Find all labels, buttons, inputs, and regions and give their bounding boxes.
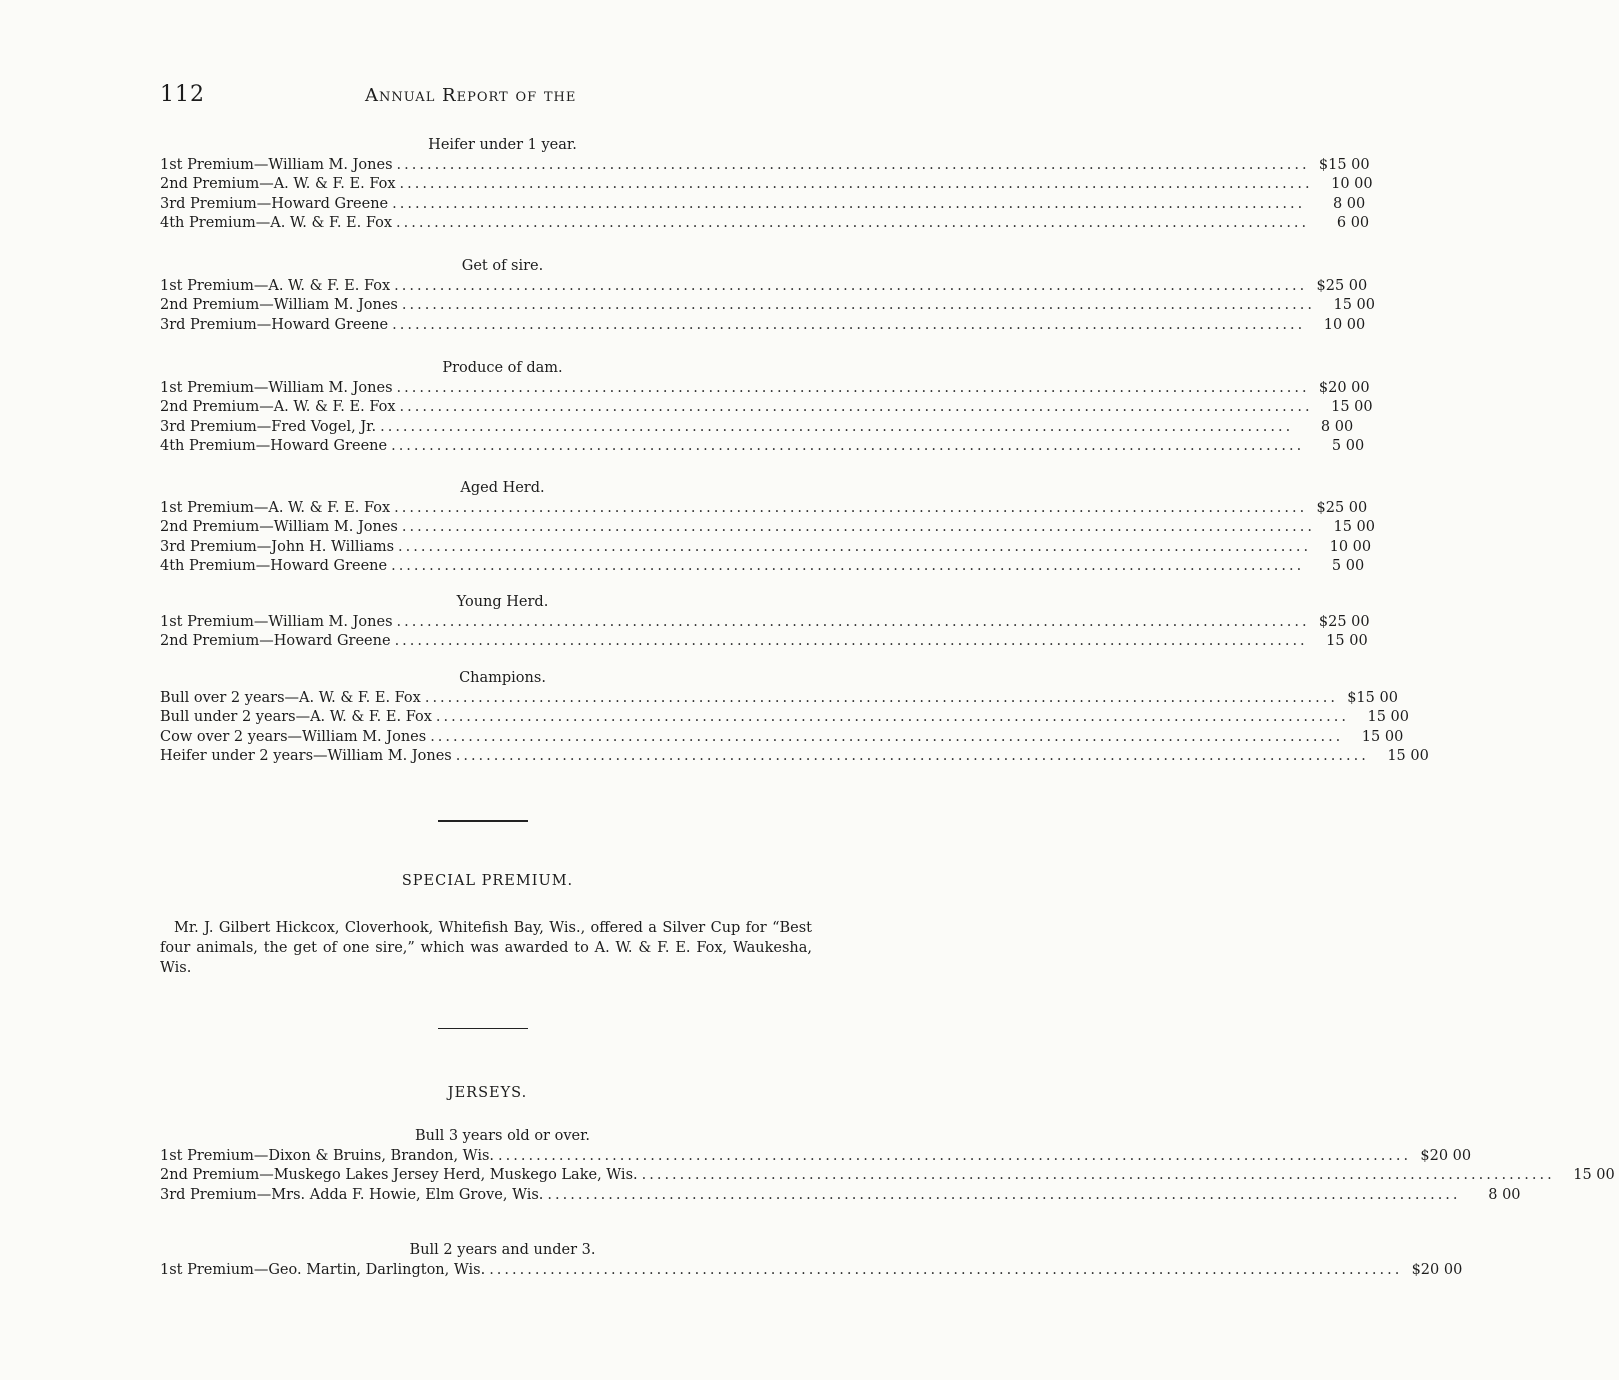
premium-recipient: 4th Premium—Howard Greene [160,438,388,454]
premium-recipient: 1st Premium—William M. Jones [160,379,393,396]
section-get-of-sire [160,257,1375,335]
premium-amount: 5 00 [1331,558,1365,574]
premium-amount: $25 00 [1316,499,1368,516]
premium-amount: 15 00 [1333,297,1375,313]
section-title: Heifer under 1 year. [428,137,577,153]
premium-row [160,1147,1472,1167]
premium-recipient: 3rd Premium—Mrs. Adda F. Howie, Elm Grove, Wis. [160,1186,544,1203]
running-head: Annual Report of the [365,85,577,106]
dot-leader: ........................................................................................................................ [399,399,1313,415]
premium-row [160,316,1366,336]
section-title: Bull 3 years old or over. [414,1128,591,1144]
premium-amount: 10 00 [1329,538,1372,555]
page-header [160,82,815,112]
premium-row [160,296,1375,316]
premium-row [160,499,1368,519]
dot-leader: ........................................................................................................................ [399,176,1313,192]
premium-amount: 10 00 [1323,316,1366,333]
premium-recipient: 3rd Premium—John H. Williams [160,538,395,555]
section-produce-of-dam [160,359,1373,457]
premium-recipient: 2nd Premium—A. W. & F. E. Fox [160,176,396,192]
dot-leader: ........................................................................................................................ [498,1147,1412,1164]
premium-row [160,195,1366,215]
dot-leader: ........................................................................................................................ [396,215,1310,231]
premium-amount: $25 00 [1318,613,1370,630]
premium-amount: 5 00 [1331,438,1365,454]
dot-leader: ........................................................................................................................ [394,277,1308,294]
premium-recipient: 4th Premium—Howard Greene [160,558,388,574]
dot-leader: ........................................................................................................................ [394,499,1308,516]
premium-row [160,156,1370,176]
premium-row [160,1261,1463,1281]
premium-amount: $25 00 [1316,277,1368,294]
premium-recipient: Heifer under 2 years—William M. Jones [160,748,452,764]
premium-amount: $15 00 [1318,156,1370,173]
premium-amount: 15 00 [1333,519,1375,535]
premium-amount: 15 00 [1367,709,1409,725]
premium-amount: 8 00 [1332,195,1366,212]
section-bull-2-years [160,1241,1463,1280]
premium-row [160,728,1404,748]
special-premium-text: Mr. J. Gilbert Hickcox, Cloverhook, Whitefish Bay, Wis., offered a Silver Cup for “Best four animals, the get of one sire,” which was awarded to A. W. & F. E. Fox, Waukesha, Wis. [160,920,812,976]
premium-amount: 15 00 [1361,728,1404,745]
premium-row [160,708,1409,728]
premium-recipient: 2nd Premium—A. W. & F. E. Fox [160,399,396,415]
premium-amount: $20 00 [1411,1261,1463,1278]
dot-leader: ........................................................................................................................ [398,538,1312,555]
premium-recipient: 1st Premium—A. W. & F. E. Fox [160,277,391,294]
premium-recipient: 2nd Premium—Muskego Lakes Jersey Herd, Muskego Lake, Wis. [160,1167,638,1183]
section-divider [438,820,528,822]
premium-amount: 10 00 [1331,176,1373,192]
premium-row [160,632,1368,652]
section-title: Young Herd. [456,594,549,610]
section-young-herd [160,593,1370,652]
section-heifer-under-1 [160,136,1373,234]
premium-recipient: Cow over 2 years—William M. Jones [160,728,427,745]
premium-row [160,1166,1615,1186]
premium-row [160,398,1373,418]
premium-row [160,557,1365,577]
premium-recipient: 1st Premium—Geo. Martin, Darlington, Wis. [160,1261,486,1278]
premium-row [160,518,1375,538]
premium-row [160,689,1398,709]
premium-recipient: 2nd Premium—William M. Jones [160,297,398,313]
premium-amount: $20 00 [1318,379,1370,396]
dot-leader: ........................................................................................................................ [396,156,1310,173]
premium-recipient: 2nd Premium—William M. Jones [160,519,398,535]
premium-row [160,1186,1521,1206]
dot-leader: ........................................................................................................................ [435,709,1349,725]
premium-recipient: 3rd Premium—Howard Greene [160,195,389,212]
page-number: 112 [160,82,205,107]
premium-row [160,379,1370,399]
premium-recipient: Bull under 2 years—A. W. & F. E. Fox [160,709,432,725]
dot-leader: ........................................................................................................................ [641,1167,1555,1183]
premium-amount: 15 00 [1331,399,1373,415]
premium-recipient: Bull over 2 years—A. W. & F. E. Fox [160,689,421,706]
premium-row [160,418,1354,438]
premium-recipient: 3rd Premium—Fred Vogel, Jr. [160,418,377,435]
premium-recipient: 1st Premium—William M. Jones [160,156,393,173]
dot-leader: ........................................................................................................................ [424,689,1338,706]
section-title: Bull 2 years and under 3. [409,1242,596,1258]
premium-row [160,747,1429,767]
section-title: Aged Herd. [460,480,545,496]
section-bull-3-years [160,1127,1615,1205]
section-title: Champions. [459,670,546,686]
dot-leader: ........................................................................................................................ [430,728,1344,745]
premium-amount: $20 00 [1420,1147,1472,1164]
premium-amount: $15 00 [1347,689,1398,706]
premium-recipient: 1st Premium—Dixon & Bruins, Brandon, Wis. [160,1147,495,1164]
premium-row [160,277,1368,297]
dot-leader: ........................................................................................................................ [401,297,1315,313]
premium-recipient: 4th Premium—A. W. & F. E. Fox [160,215,393,231]
dot-leader: ........................................................................................................................ [391,438,1305,454]
premium-recipient: 2nd Premium—Howard Greene [160,633,391,649]
premium-row [160,437,1365,457]
dot-leader: ........................................................................................................................ [455,748,1369,764]
section-title: Produce of dam. [442,360,563,376]
premium-amount: 8 00 [1320,418,1354,435]
premium-row [160,613,1370,633]
premium-amount: 15 00 [1326,633,1368,649]
dot-leader: ........................................................................................................................ [394,633,1308,649]
premium-recipient: 1st Premium—A. W. & F. E. Fox [160,499,391,516]
premium-recipient: 3rd Premium—Howard Greene [160,316,389,333]
section-title: Get of sire. [461,258,544,274]
premium-row [160,214,1370,234]
section-divider [438,1028,528,1029]
dot-leader: ........................................................................................................................ [391,558,1305,574]
dot-leader: ........................................................................................................................ [396,613,1310,630]
dot-leader: ........................................................................................................................ [489,1261,1403,1278]
dot-leader: ........................................................................................................................ [547,1186,1461,1203]
section-champions [160,669,1429,767]
premium-row [160,175,1373,195]
premium-recipient: 1st Premium—William M. Jones [160,613,393,630]
dot-leader: ........................................................................................................................ [401,519,1315,535]
special-premium-title: SPECIAL PREMIUM. [401,873,574,889]
premium-amount: 8 00 [1488,1186,1521,1203]
jerseys-title: JERSEYS. [447,1085,528,1101]
dot-leader: ........................................................................................................................ [392,195,1306,212]
premium-amount: 6 00 [1336,215,1370,231]
premium-row [160,538,1372,558]
section-aged-herd [160,479,1375,577]
premium-amount: 15 00 [1387,748,1429,764]
premium-amount: 15 00 [1573,1167,1615,1183]
dot-leader: ........................................................................................................................ [396,379,1310,396]
dot-leader: ........................................................................................................................ [380,418,1294,435]
dot-leader: ........................................................................................................................ [392,316,1306,333]
